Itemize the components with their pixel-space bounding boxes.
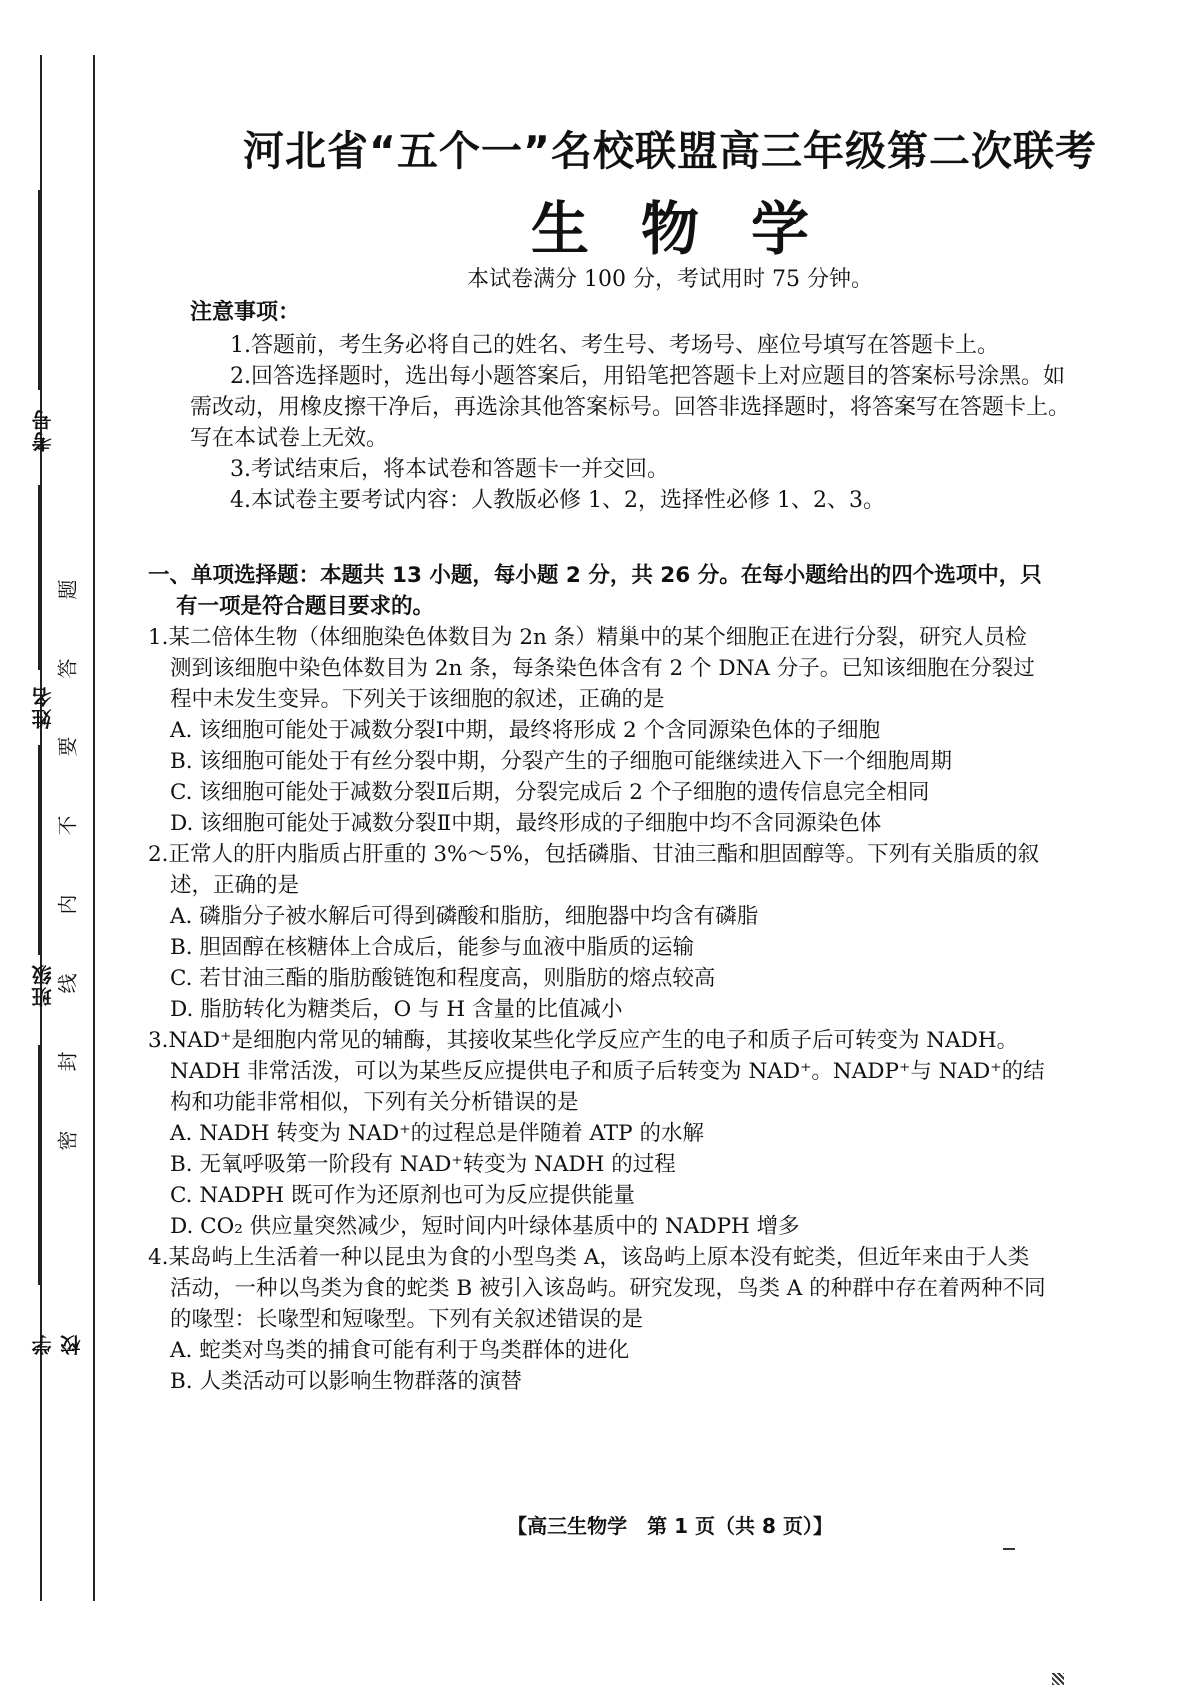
school-blank xyxy=(38,1045,40,1285)
class-label: 班级 xyxy=(31,963,55,1007)
exam-number-label: 考号 xyxy=(31,408,55,452)
name-blank xyxy=(38,485,40,670)
seal-char: 内 xyxy=(55,894,80,915)
option-b: B. 无氧呼吸第一阶段有 NAD⁺转变为 NADH 的过程 xyxy=(170,1152,676,1177)
option-a: A. 磷脂分子被水解后可得到磷酸和脂肪，细胞器中均含有磷脂 xyxy=(170,904,759,929)
binding-line-inner xyxy=(93,55,95,1601)
seal-char: 不 xyxy=(55,815,80,836)
question-stem: 4.某岛屿上生活着一种以昆虫为食的小型鸟类 A，该岛屿上原本没有蛇类，但近年来由于人类活动，一种以鸟类为食的蛇类 B 被引入该岛屿。研究发现，鸟类 A 的种群中存在着两种不同的喙型：长喙型和短喙型。下列有关叙述错误的是 xyxy=(148,1245,1046,1332)
qr-code-icon xyxy=(1052,1673,1064,1685)
option-d: D. 脂肪转化为糖类后，O 与 H 含量的比值减小 xyxy=(170,997,623,1022)
note-item: 1.答题前，考生务必将自己的姓名、考生号、考场号、座位号填写在答题卡上。 xyxy=(230,333,999,358)
page-footer: 【高三生物学 第 1 页（共 8 页）】 xyxy=(507,1514,833,1538)
option-a: A. NADH 转变为 NAD⁺的过程总是伴随着 ATP 的水解 xyxy=(170,1121,704,1146)
option-b: B. 人类活动可以影响生物群落的演替 xyxy=(170,1369,522,1394)
option-d: D. CO₂ 供应量突然减少，短时间内叶绿体基质中的 NADPH 增多 xyxy=(170,1214,800,1239)
notes-heading: 注意事项： xyxy=(190,300,301,325)
name-label: 姓名 xyxy=(31,685,55,729)
seal-char: 要 xyxy=(55,736,80,757)
section-heading: 一、单项选择题：本题共 13 小题，每小题 2 分，共 26 分。在每小题给出的四个选项中，只有一项是符合题目要求的。 xyxy=(148,563,1042,619)
subject-title: 生物学 xyxy=(530,195,861,263)
seal-char: 答 xyxy=(55,658,80,679)
seal-line-warning xyxy=(51,575,81,1155)
question-stem: 3.NAD⁺是细胞内常见的辅酶，其接收某些化学反应产生的电子和质子后可转变为 NADH。NADH 非常活泼，可以为某些反应提供电子和质子后转变为 NAD⁺。NADP⁺与 NAD⁺的结构和功能非常相似，下列有关分析错误的是 xyxy=(148,1028,1045,1115)
class-blank xyxy=(38,745,40,955)
note-item: 4.本试卷主要考试内容：人教版必修 1、2，选择性必修 1、2、3。 xyxy=(230,488,885,513)
school-label: 学校 xyxy=(31,1333,84,1355)
question-stem: 1.某二倍体生物（体细胞染色体数目为 2n 条）精巢中的某个细胞正在进行分裂，研究人员检测到该细胞中染色体数目为 2n 条，每条染色体含有 2 个 DNA 分子。已知该细胞在分裂过程中未发生变异。下列关于该细胞的叙述，正确的是 xyxy=(148,625,1035,712)
seal-char: 封 xyxy=(55,1051,80,1072)
exam-number-field xyxy=(10,180,70,480)
exam-title: 河北省“五个一”名校联盟高三年级第二次联考 xyxy=(243,127,1097,175)
corner-mark xyxy=(1003,1548,1015,1550)
section-single-choice xyxy=(148,560,1048,1397)
option-c: C. NADPH 既可作为还原剂也可为反应提供能量 xyxy=(170,1183,635,1208)
question-2 xyxy=(148,839,1048,1025)
notes-block xyxy=(190,297,1070,516)
option-b: B. 胆固醇在核糖体上合成后，能参与血液中脂质的运输 xyxy=(170,935,694,960)
option-c: C. 若甘油三酯的脂肪酸链饱和程度高，则脂肪的熔点较高 xyxy=(170,966,716,991)
exam-info: 本试卷满分 100 分，考试用时 75 分钟。 xyxy=(467,267,873,292)
question-3 xyxy=(148,1025,1048,1242)
question-4 xyxy=(148,1242,1048,1397)
option-a: A. 该细胞可能处于减数分裂Ⅰ中期，最终将形成 2 个含同源染色体的子细胞 xyxy=(170,718,881,743)
seal-char: 线 xyxy=(55,973,80,994)
question-1 xyxy=(148,622,1048,839)
binding-margin xyxy=(0,0,140,1696)
note-item: 2.回答选择题时，选出每小题答案后，用铅笔把答题卡上对应题目的答案标号涂黑。如需改动，用橡皮擦干净后，再选涂其他答案标号。回答非选择题时，将答案写在答题卡上。写在本试卷上无效。 xyxy=(190,364,1071,451)
note-item: 3.考试结束后，将本试卷和答题卡一并交回。 xyxy=(230,457,669,482)
option-a: A. 蛇类对鸟类的捕食可能有利于鸟类群体的进化 xyxy=(170,1338,630,1363)
exam-number-blank xyxy=(38,190,40,390)
option-b: B. 该细胞可能处于有丝分裂中期，分裂产生的子细胞可能继续进入下一个细胞周期 xyxy=(170,749,952,774)
seal-char: 密 xyxy=(55,1130,80,1151)
option-d: D. 该细胞可能处于减数分裂Ⅱ中期，最终形成的子细胞中均不含同源染色体 xyxy=(170,811,882,836)
seal-char: 题 xyxy=(55,579,80,600)
question-stem: 2.正常人的肝内脂质占肝重的 3%～5%，包括磷脂、甘油三酯和胆固醇等。下列有关脂质的叙述，正确的是 xyxy=(148,842,1040,898)
option-c: C. 该细胞可能处于减数分裂Ⅱ后期，分裂完成后 2 个子细胞的遗传信息完全相同 xyxy=(170,780,930,805)
